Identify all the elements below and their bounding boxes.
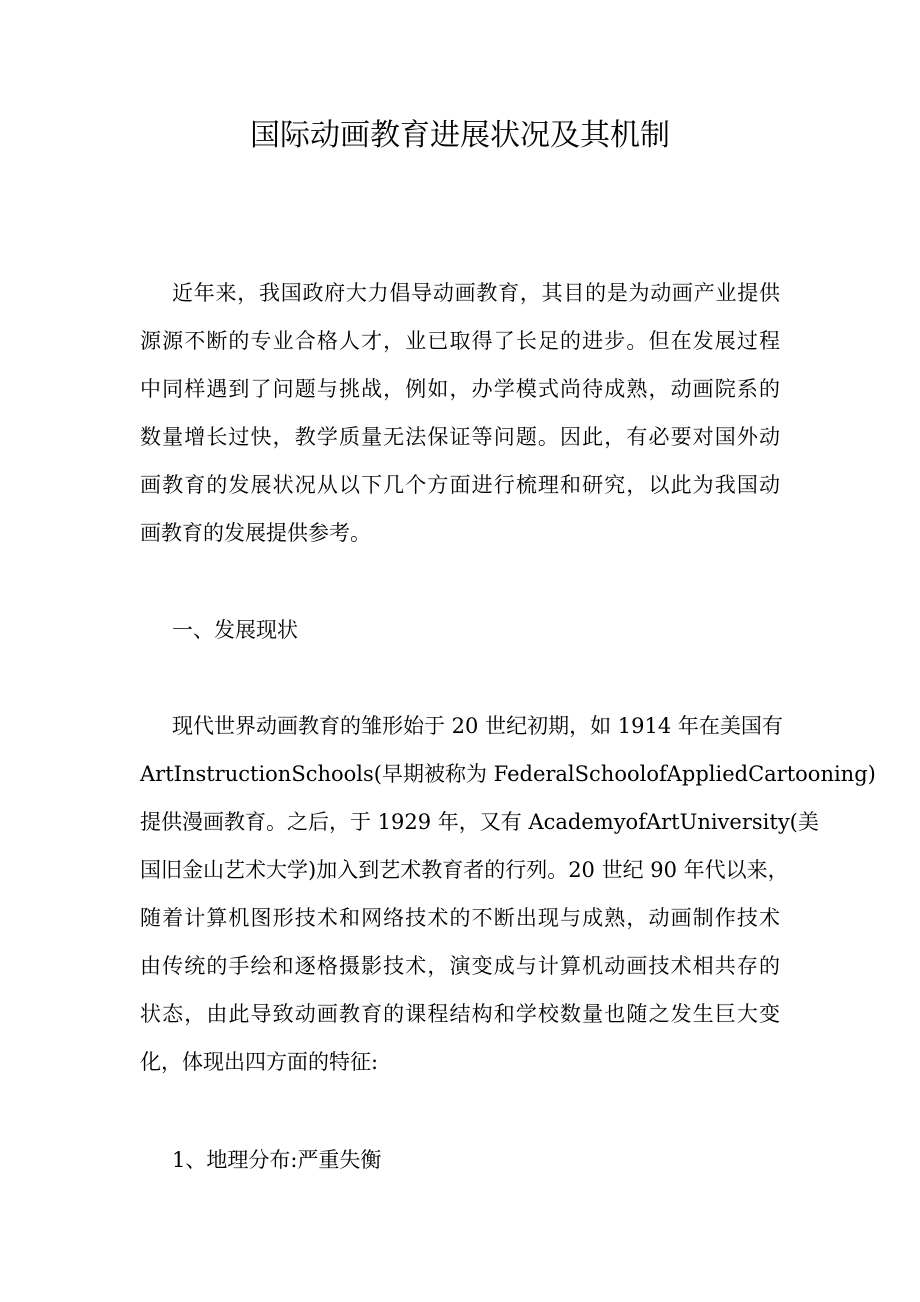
text-line: 中同样遇到了问题与挑战，例如，办学模式尚待成熟，动画院系的 bbox=[140, 377, 780, 401]
text-line: 由传统的手绘和逐格摄影技术，演变成与计算机动画技术相共存的 bbox=[140, 954, 780, 978]
text-line: 状态，由此导致动画教育的课程结构和学校数量也随之发生巨大变 bbox=[140, 1002, 780, 1026]
text-line: 提供漫画教育。之后，于 1929 年，又有 AcademyofArtUniversity(美 bbox=[140, 810, 819, 834]
section-heading bbox=[140, 606, 780, 654]
text-line: 画教育的发展状况从以下几个方面进行梳理和研究，以此为我国动 bbox=[140, 473, 780, 497]
text-line: 现代世界动画教育的雏形始于 20 世纪初期，如 1914 年在美国有 bbox=[172, 714, 783, 738]
body-paragraph bbox=[140, 702, 876, 1086]
subsection-heading bbox=[140, 1136, 780, 1184]
text-line: 画教育的发展提供参考。 bbox=[140, 521, 371, 545]
text-line: 一、发展现状 bbox=[172, 618, 298, 642]
document-title: 国际动画教育进展状况及其机制 bbox=[250, 118, 670, 153]
text-line: 随着计算机图形技术和网络技术的不断出现与成熟，动画制作技术 bbox=[140, 906, 780, 930]
text-line: 1、地理分布:严重失衡 bbox=[172, 1148, 382, 1172]
text-line: 国旧金山艺术大学)加入到艺术教育者的行列。20 世纪 90 年代以来， bbox=[140, 858, 789, 882]
text-line: 源源不断的专业合格人才，业已取得了长足的进步。但在发展过程 bbox=[140, 329, 780, 353]
intro-paragraph bbox=[140, 269, 780, 557]
text-line: 数量增长过快，教学质量无法保证等问题。因此，有必要对国外动 bbox=[140, 425, 780, 449]
text-line: 近年来，我国政府大力倡导动画教育，其目的是为动画产业提供 bbox=[172, 281, 780, 305]
text-line: 化，体现出四方面的特征: bbox=[140, 1050, 379, 1074]
text-line: ArtInstructionSchools(早期被称为 FederalSchoolofAppliedCartooning) bbox=[140, 762, 876, 786]
